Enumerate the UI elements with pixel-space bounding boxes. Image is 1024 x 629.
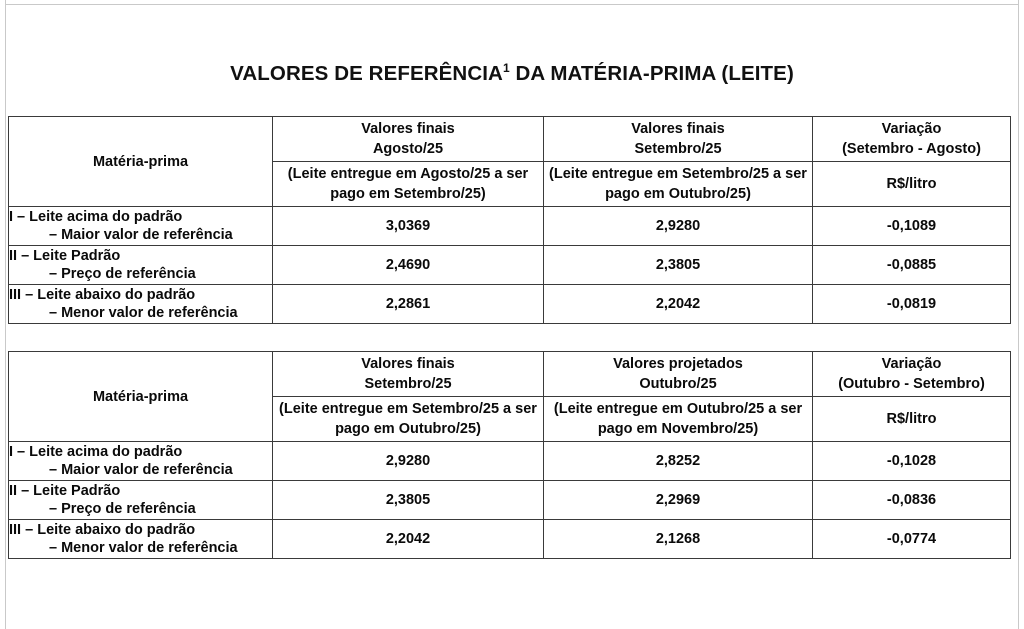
row-label-line1: III – Leite abaixo do padrão bbox=[9, 287, 196, 303]
header-cell-col2-subtitle: (Leite entregue em Outubro/25 a ser pago em Novembro/25) bbox=[544, 397, 813, 442]
reference-values-table-2 bbox=[8, 351, 1011, 559]
value-cell-col2: 2,3805 bbox=[544, 246, 813, 285]
value-cell-col1: 2,4690 bbox=[273, 246, 544, 285]
value-cell-variation: -0,1028 bbox=[813, 442, 1011, 481]
value-cell-variation: -0,1089 bbox=[813, 207, 1011, 246]
row-label-line1: II – Leite Padrão bbox=[9, 248, 121, 264]
row-label-line2: – Menor valor de referência bbox=[49, 305, 238, 321]
page-title-main: VALORES DE REFERÊNCIA bbox=[230, 62, 503, 85]
header-col3-line2: (Outubro - Setembro) bbox=[838, 376, 985, 392]
value-cell-col2: 2,9280 bbox=[544, 207, 813, 246]
value-cell-variation: -0,0836 bbox=[813, 481, 1011, 520]
row-label-line2: – Preço de referência bbox=[49, 501, 196, 517]
header-col3-line2: (Setembro - Agosto) bbox=[842, 141, 981, 157]
value-cell-variation: -0,0819 bbox=[813, 285, 1011, 324]
table-header-row-top bbox=[9, 117, 1011, 162]
value-cell-variation: -0,0885 bbox=[813, 246, 1011, 285]
row-label-cell bbox=[9, 520, 273, 559]
row-label-line2: – Maior valor de referência bbox=[49, 227, 233, 243]
value-cell-col1: 2,3805 bbox=[273, 481, 544, 520]
table-row bbox=[9, 481, 1011, 520]
row-label-cell bbox=[9, 246, 273, 285]
row-label-line2: – Maior valor de referência bbox=[49, 462, 233, 478]
row-label-line1: III – Leite abaixo do padrão bbox=[9, 522, 196, 538]
table-row bbox=[9, 246, 1011, 285]
row-label-cell bbox=[9, 207, 273, 246]
page-edge-top bbox=[5, 4, 1019, 5]
row-label-cell bbox=[9, 442, 273, 481]
value-cell-variation: -0,0774 bbox=[813, 520, 1011, 559]
header-cell-col1-subtitle: (Leite entregue em Setembro/25 a ser pago em Outubro/25) bbox=[273, 397, 544, 442]
header-cell-col2-title bbox=[544, 117, 813, 162]
table-row bbox=[9, 207, 1011, 246]
row-label-line2: – Preço de referência bbox=[49, 266, 196, 282]
reference-values-table-1 bbox=[8, 116, 1011, 324]
header-col1-line2: Agosto/25 bbox=[372, 141, 444, 157]
header-cell-col1-subtitle: (Leite entregue em Agosto/25 a ser pago em Setembro/25) bbox=[273, 162, 544, 207]
header-col2-line1: Valores projetados bbox=[613, 356, 743, 372]
header-cell-col3-title bbox=[813, 117, 1011, 162]
row-label-line1: I – Leite acima do padrão bbox=[9, 444, 183, 460]
header-col2-line1: Valores finais bbox=[631, 121, 725, 137]
header-col2-line2: Setembro/25 bbox=[634, 141, 722, 157]
header-col1-line1: Valores finais bbox=[361, 356, 455, 372]
header-col3-line1: Variação bbox=[881, 121, 942, 137]
table-row bbox=[9, 285, 1011, 324]
row-label-cell bbox=[9, 481, 273, 520]
page-edge-left bbox=[5, 0, 6, 629]
page-title-footnote-marker: 1 bbox=[502, 61, 510, 76]
page-title-rest: DA MATÉRIA-PRIMA (LEITE) bbox=[509, 62, 794, 85]
value-cell-col1: 2,9280 bbox=[273, 442, 544, 481]
row-label-line1: II – Leite Padrão bbox=[9, 483, 121, 499]
header-col1-line2: Setembro/25 bbox=[364, 376, 452, 392]
value-cell-col2: 2,1268 bbox=[544, 520, 813, 559]
header-cell-materia-prima: Matéria-prima bbox=[9, 117, 273, 207]
header-col2-line2: Outubro/25 bbox=[639, 376, 717, 392]
value-cell-col2: 2,2042 bbox=[544, 285, 813, 324]
table-header-row-top bbox=[9, 352, 1011, 397]
header-cell-col2-subtitle: (Leite entregue em Setembro/25 a ser pago em Outubro/25) bbox=[544, 162, 813, 207]
row-label-line1: I – Leite acima do padrão bbox=[9, 209, 183, 225]
row-label-line2: – Menor valor de referência bbox=[49, 540, 238, 556]
header-cell-col3-title bbox=[813, 352, 1011, 397]
table-row bbox=[9, 442, 1011, 481]
page-title bbox=[0, 62, 1024, 86]
header-col3-line1: Variação bbox=[881, 356, 942, 372]
header-cell-materia-prima: Matéria-prima bbox=[9, 352, 273, 442]
header-cell-col1-title bbox=[273, 117, 544, 162]
header-cell-col2-title bbox=[544, 352, 813, 397]
value-cell-col1: 2,2861 bbox=[273, 285, 544, 324]
header-cell-col3-unit: R$/litro bbox=[813, 397, 1011, 442]
row-label-cell bbox=[9, 285, 273, 324]
header-cell-col3-unit: R$/litro bbox=[813, 162, 1011, 207]
header-cell-col1-title bbox=[273, 352, 544, 397]
table-row bbox=[9, 520, 1011, 559]
header-col1-line1: Valores finais bbox=[361, 121, 455, 137]
page-edge-right bbox=[1018, 0, 1019, 629]
value-cell-col1: 3,0369 bbox=[273, 207, 544, 246]
value-cell-col2: 2,2969 bbox=[544, 481, 813, 520]
value-cell-col2: 2,8252 bbox=[544, 442, 813, 481]
value-cell-col1: 2,2042 bbox=[273, 520, 544, 559]
